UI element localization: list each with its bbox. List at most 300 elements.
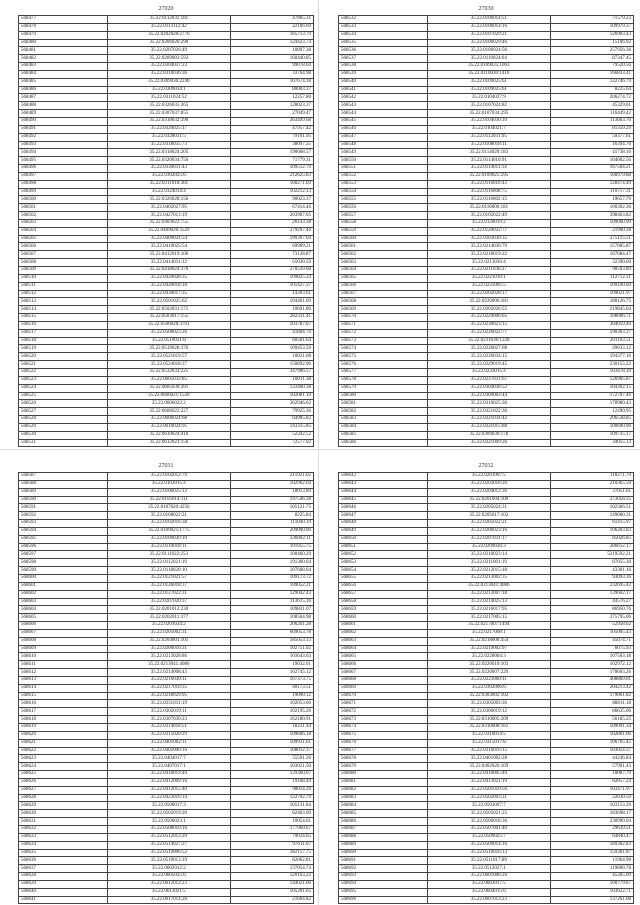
record-id-cell: 568492 xyxy=(19,133,108,141)
cadastral-number-cell: 35.22.0315017:6 xyxy=(427,739,550,747)
cadastral-number-cell: 35.22.0414031:12 xyxy=(107,259,230,267)
record-id-cell: 568496 xyxy=(19,165,108,173)
value-cell: 52958.62 xyxy=(550,622,633,630)
table-row xyxy=(339,102,634,110)
value-cell: 206538.85 xyxy=(550,416,633,424)
value-cell: 16394.76 xyxy=(550,141,633,149)
record-id-cell: 568485 xyxy=(19,78,108,86)
record-id-cell: 568604 xyxy=(19,606,108,614)
record-id-cell: 568637 xyxy=(19,865,108,873)
cadastral-number-cell: 35.22.0116002:15 xyxy=(427,196,550,204)
value-cell: 204213.42 xyxy=(550,684,633,692)
record-id-cell: 568650 xyxy=(339,535,428,543)
record-id-cell: 568498 xyxy=(19,180,108,188)
value-cell: 88811.18 xyxy=(550,700,633,708)
value-cell: 10087.79 xyxy=(550,771,633,779)
cadastral-number-cell: 35.22.0217007:1494 xyxy=(427,622,550,630)
cadastral-number-cell: 35.22.0606024:68 xyxy=(107,416,230,424)
table-row xyxy=(339,653,634,661)
record-id-cell: 568556 xyxy=(339,204,428,212)
value-cell: 12490.95 xyxy=(550,408,633,416)
record-id-cell: 568519 xyxy=(19,345,108,353)
record-id-cell: 568685 xyxy=(339,810,428,818)
record-id-cell: 568662 xyxy=(339,629,428,637)
table-row xyxy=(339,219,634,227)
table-row xyxy=(339,755,634,763)
table-row xyxy=(19,880,314,888)
table-row xyxy=(19,47,314,55)
table-row xyxy=(19,196,314,204)
value-cell: 105201.65 xyxy=(230,888,313,896)
record-id-cell: 568478 xyxy=(19,23,108,31)
record-id-cell: 568544 xyxy=(339,110,428,118)
table-row xyxy=(19,833,314,841)
table-row xyxy=(19,731,314,739)
record-id-cell: 568584 xyxy=(339,423,428,431)
cadastral-number-cell: 35.22.0104030:10 xyxy=(427,117,550,125)
value-cell: 185713.79 xyxy=(230,31,313,39)
record-id-cell: 568487 xyxy=(19,94,108,102)
cadastral-number-cell: 35.22.0220004:3 xyxy=(427,653,550,661)
record-id-cell: 568567 xyxy=(339,290,428,298)
table-row xyxy=(339,188,634,196)
value-cell: 190068.57 xyxy=(230,149,313,157)
value-cell: 182157.75 xyxy=(230,849,313,857)
cadastral-number-cell: 35.22.0510031:8 xyxy=(107,337,230,345)
record-id-cell: 568561 xyxy=(339,243,428,251)
table-row xyxy=(339,70,634,78)
record-id-cell: 568504 xyxy=(19,227,108,235)
cadastral-number-cell: 35.22.0321034:42 xyxy=(427,416,550,424)
record-id-cell: 568643 xyxy=(339,480,428,488)
table-row xyxy=(339,731,634,739)
cadastral-number-cell: 35.22.0402026:169 xyxy=(427,763,550,771)
value-cell: 126905.87 xyxy=(550,376,633,384)
value-cell: 32390.60 xyxy=(550,259,633,267)
value-cell: 336002.11 xyxy=(230,535,313,543)
value-cell: 37051.61 xyxy=(550,488,633,496)
record-id-cell: 568557 xyxy=(339,212,428,220)
page-27030 xyxy=(338,5,634,447)
record-id-cell: 568669 xyxy=(339,684,428,692)
value-cell: 11964.98 xyxy=(550,857,633,865)
value-cell: 166833.41 xyxy=(550,70,633,78)
cadastral-number-cell: 35.22.0110018:11 xyxy=(107,543,230,551)
record-id-cell: 568554 xyxy=(339,188,428,196)
record-id-cell: 568575 xyxy=(339,353,428,361)
cadastral-number-cell: 35.22.0107034:295 xyxy=(427,110,550,118)
cadastral-number-cell: 35.22.0110030:1410 xyxy=(427,70,550,78)
value-cell: 109453.59 xyxy=(230,345,313,353)
record-id-cell: 568627 xyxy=(19,786,108,794)
record-table xyxy=(338,15,634,447)
cadastral-number-cell: 35.22.0116006:181 xyxy=(427,204,550,212)
value-cell: 104302.15 xyxy=(550,384,633,392)
record-id-cell: 568623 xyxy=(19,755,108,763)
record-id-cell: 568603 xyxy=(19,598,108,606)
table-row xyxy=(339,669,634,677)
value-cell: 219845.04 xyxy=(550,306,633,314)
cadastral-number-cell: 35.22.0210023:14 xyxy=(427,551,550,559)
table-row xyxy=(339,504,634,512)
cadastral-number-cell: 35.22.0226006:181 xyxy=(427,298,550,306)
table-row xyxy=(339,23,634,31)
table-row xyxy=(19,473,314,481)
value-cell: 120163.22 xyxy=(230,873,313,881)
value-cell: 149000.31 xyxy=(550,512,633,520)
table-row xyxy=(339,582,634,590)
record-id-cell: 568631 xyxy=(19,818,108,826)
table-row xyxy=(339,535,634,543)
value-cell: 57991.43 xyxy=(550,763,633,771)
record-id-cell: 568625 xyxy=(19,771,108,779)
cadastral-number-cell: 35.22.0307030:23 xyxy=(107,716,230,724)
cadastral-number-cell: 35.22.0207020:37 xyxy=(107,598,230,606)
table-row xyxy=(19,353,314,361)
record-id-cell: 568653 xyxy=(339,559,428,567)
table-row xyxy=(339,243,634,251)
table-row xyxy=(339,172,634,180)
table-row xyxy=(19,180,314,188)
table-row xyxy=(339,724,634,732)
table-row xyxy=(339,598,634,606)
value-cell: 105121.75 xyxy=(230,504,313,512)
cadastral-number-cell: 35.22.0321009:26 xyxy=(427,439,550,447)
record-id-cell: 568538 xyxy=(339,63,428,71)
value-cell: 10897.38 xyxy=(230,47,313,55)
table-row xyxy=(339,716,634,724)
value-cell: 103622.71 xyxy=(550,888,633,896)
record-id-cell: 568508 xyxy=(19,259,108,267)
value-cell: 286612.17 xyxy=(550,543,633,551)
value-cell: 128023.37 xyxy=(230,102,313,110)
cadastral-number-cell: 35.22.0612023:156 xyxy=(107,439,230,447)
table-row xyxy=(339,180,634,188)
cadastral-number-cell: 35.22.0202028:2776 xyxy=(107,31,230,39)
record-id-cell: 568522 xyxy=(19,368,108,376)
value-cell: 159381.87 xyxy=(550,849,633,857)
value-cell: 109173.72 xyxy=(230,574,313,582)
table-row xyxy=(339,739,634,747)
table-row xyxy=(19,896,314,904)
value-cell: 81359.29 xyxy=(550,125,633,133)
table-row xyxy=(19,794,314,802)
record-id-cell: 568691 xyxy=(339,857,428,865)
record-id-cell: 568612 xyxy=(19,669,108,677)
record-id-cell: 568621 xyxy=(19,739,108,747)
cadastral-number-cell: 35.22.0309003:44 xyxy=(427,392,550,400)
table-row xyxy=(19,337,314,345)
table-row xyxy=(339,684,634,692)
table-row xyxy=(339,857,634,865)
table-row xyxy=(19,778,314,786)
value-cell: 103478.39 xyxy=(550,368,633,376)
record-id-cell: 568570 xyxy=(339,314,428,322)
value-cell: 188126.75 xyxy=(550,298,633,306)
record-id-cell: 568611 xyxy=(19,661,108,669)
cadastral-number-cell: 35.22.0519006:52 xyxy=(107,849,230,857)
value-cell: 79034.65 xyxy=(230,833,313,841)
cadastral-number-cell: 35.22.0209026:3 xyxy=(427,543,550,551)
value-cell: 119800.78 xyxy=(550,865,633,873)
table-row xyxy=(19,94,314,102)
value-cell: 109831.07 xyxy=(230,606,313,614)
cadastral-number-cell: 35.22.0304038:52 xyxy=(427,384,550,392)
table-row xyxy=(19,259,314,267)
cadastral-number-cell: 35.22.0216030:11 xyxy=(107,676,230,684)
cadastral-number-cell: 35.22.0412009:16 xyxy=(107,778,230,786)
record-id-cell: 568670 xyxy=(339,692,428,700)
cadastral-number-cell: 35.22.0509025:7 xyxy=(427,833,550,841)
value-cell: 61415.97 xyxy=(550,520,633,528)
cadastral-number-cell: 35.22.0328031:5 xyxy=(107,133,230,141)
value-cell: 103153.29 xyxy=(550,802,633,810)
table-row xyxy=(339,841,634,849)
value-cell: 139602.17 xyxy=(550,590,633,598)
record-id-cell: 568585 xyxy=(339,431,428,439)
record-id-cell: 568535 xyxy=(339,39,428,47)
record-id-cell: 568635 xyxy=(19,849,108,857)
value-cell: 177960.67 xyxy=(230,825,313,833)
value-cell: 103787.67 xyxy=(230,321,313,329)
record-id-cell: 568497 xyxy=(19,172,108,180)
cadastral-number-cell: 35.22.0506023:1 xyxy=(107,818,230,826)
record-id-cell: 568610 xyxy=(19,653,108,661)
record-id-cell: 568483 xyxy=(19,63,108,71)
record-id-cell: 568679 xyxy=(339,763,428,771)
value-cell: 21604.82 xyxy=(230,896,313,904)
value-cell: 104401.69 xyxy=(230,298,313,306)
table-row xyxy=(339,629,634,637)
cadastral-number-cell: 35.22.0219002:97 xyxy=(427,645,550,653)
table-row xyxy=(19,282,314,290)
value-cell: 22030.59 xyxy=(550,794,633,802)
value-cell: 106203.83 xyxy=(550,527,633,535)
cadastral-number-cell: 35.22.0103015:4 xyxy=(107,480,230,488)
cadastral-number-cell: 35.22.0302019:11 xyxy=(107,708,230,716)
cadastral-number-cell: 35.22.0202026:55 xyxy=(427,306,550,314)
cadastral-number-cell: 35.22.0412019:106 xyxy=(107,251,230,259)
cadastral-number-cell: 35.22.0407017:1 xyxy=(107,763,230,771)
record-id-cell: 568638 xyxy=(19,873,108,881)
table-row xyxy=(339,321,634,329)
table-row xyxy=(339,94,634,102)
value-cell: 19657.79 xyxy=(550,196,633,204)
table-row xyxy=(339,423,634,431)
cadastral-number-cell: 35.22.0316016:15 xyxy=(427,747,550,755)
record-table xyxy=(18,15,314,447)
cadastral-number-cell: 35.22.0413021:19 xyxy=(427,778,550,786)
value-cell: 8225.84 xyxy=(230,512,313,520)
record-id-cell: 568566 xyxy=(339,282,428,290)
record-id-cell: 568647 xyxy=(339,512,428,520)
table-row xyxy=(19,724,314,732)
record-id-cell: 568629 xyxy=(19,802,108,810)
table-row xyxy=(19,329,314,337)
value-cell: 65030.59 xyxy=(230,259,313,267)
value-cell: 43301.16 xyxy=(550,567,633,575)
cadastral-number-cell: 35.22.0114020:183 xyxy=(427,149,550,157)
table-row xyxy=(19,219,314,227)
value-cell: 102195.26 xyxy=(230,708,313,716)
cadastral-number-cell: 35.22.0225005:5 xyxy=(427,282,550,290)
table-row xyxy=(19,606,314,614)
record-id-cell: 568560 xyxy=(339,235,428,243)
table-row xyxy=(339,778,634,786)
cadastral-number-cell: 35.22.0233015:4 xyxy=(427,368,550,376)
record-id-cell: 568516 xyxy=(19,321,108,329)
value-cell: 107674.18 xyxy=(230,78,313,86)
value-cell: 6075.93 xyxy=(550,645,633,653)
cadastral-number-cell: 35.22.0109020:10 xyxy=(107,535,230,543)
cadastral-number-cell: 35.22.0105014:111 xyxy=(107,496,230,504)
value-cell: 109000.90 xyxy=(550,219,633,227)
table-row xyxy=(19,267,314,275)
record-id-cell: 568493 xyxy=(19,141,108,149)
table-row xyxy=(339,771,634,779)
record-id-cell: 568574 xyxy=(339,345,428,353)
cadastral-number-cell: 35.22.0409024:54 xyxy=(107,235,230,243)
table-row xyxy=(339,802,634,810)
table-row xyxy=(19,384,314,392)
cadastral-number-cell: 35.22.0306019:12 xyxy=(427,708,550,716)
table-row xyxy=(19,157,314,165)
table-row xyxy=(339,368,634,376)
value-cell: 107373.75 xyxy=(230,676,313,684)
record-id-cell: 568619 xyxy=(19,724,108,732)
value-cell: 362946.62 xyxy=(230,400,313,408)
table-row xyxy=(19,802,314,810)
table-row xyxy=(19,645,314,653)
record-id-cell: 568593 xyxy=(19,520,108,528)
cadastral-number-cell: 35.22.0213041:4086 xyxy=(427,582,550,590)
cadastral-number-cell: 35.22.0102016:38 xyxy=(107,520,230,528)
value-cell: 109512.79 xyxy=(230,165,313,173)
record-id-cell: 568552 xyxy=(339,172,428,180)
record-id-cell: 568657 xyxy=(339,590,428,598)
record-id-cell: 568505 xyxy=(19,235,108,243)
record-id-cell: 568652 xyxy=(339,551,428,559)
record-id-cell: 568524 xyxy=(19,384,108,392)
cadastral-number-cell: 35.22.0212015:18 xyxy=(427,567,550,575)
table-row xyxy=(339,786,634,794)
cadastral-number-cell: 35.22.0307037:855 xyxy=(107,110,230,118)
page-27031 xyxy=(18,462,314,904)
cadastral-number-cell: 35.22.0108022:21 xyxy=(107,512,230,520)
record-id-cell: 568489 xyxy=(19,110,108,118)
cadastral-number-cell: 35.22.0514027:27 xyxy=(107,841,230,849)
value-cell: 55591.26 xyxy=(230,755,313,763)
table-row xyxy=(19,125,314,133)
value-cell: 212625.83 xyxy=(230,172,313,180)
table-row xyxy=(339,614,634,622)
cadastral-number-cell: 35.22.0201034:2 xyxy=(107,622,230,630)
page-27020 xyxy=(18,5,314,447)
page-number: 27032 xyxy=(478,463,494,469)
value-cell: 47865.31 xyxy=(230,16,313,24)
table-row xyxy=(339,290,634,298)
cadastral-number-cell: 35.22.0403022:755 xyxy=(107,219,230,227)
horizontal-page-divider xyxy=(0,449,640,450)
value-cell: 347906.57 xyxy=(230,368,313,376)
table-row xyxy=(19,70,314,78)
table-row xyxy=(339,133,634,141)
record-id-cell: 568518 xyxy=(19,337,108,345)
value-cell: 59377.61 xyxy=(550,133,633,141)
value-cell: 44576.27 xyxy=(550,598,633,606)
cadastral-number-cell: 35.22.0420028:35 xyxy=(107,274,230,282)
table-row xyxy=(19,622,314,630)
cadastral-number-cell: 35.22.0218019:22 xyxy=(427,251,550,259)
record-id-cell: 568614 xyxy=(19,684,108,692)
record-id-cell: 568501 xyxy=(19,204,108,212)
cadastral-number-cell: 35.22.0503007:7 xyxy=(427,802,550,810)
table-row xyxy=(19,676,314,684)
value-cell: 44246.84 xyxy=(550,755,633,763)
value-cell: 162745.12 xyxy=(230,669,313,677)
value-cell: 72577.02 xyxy=(230,439,313,447)
value-cell: 86950.76 xyxy=(550,606,633,614)
record-id-cell: 568633 xyxy=(19,833,108,841)
cadastral-number-cell: 35.22.0226022:77 xyxy=(427,329,550,337)
value-cell: 126903.43 xyxy=(550,31,633,39)
table-row xyxy=(339,551,634,559)
value-cell: 103054.37 xyxy=(550,747,633,755)
cadastral-number-cell: 35.22.0217008:1 xyxy=(427,629,550,637)
table-row xyxy=(339,527,634,535)
record-id-cell: 568667 xyxy=(339,669,428,677)
cadastral-number-cell: 35.22.0310008:161 xyxy=(427,724,550,732)
record-id-cell: 568666 xyxy=(339,661,428,669)
table-row xyxy=(339,543,634,551)
table-row xyxy=(339,314,634,322)
cadastral-number-cell: 35.22.0106014:51 xyxy=(427,16,550,24)
table-row xyxy=(19,653,314,661)
record-id-cell: 568582 xyxy=(339,408,428,416)
cadastral-number-cell: 35.22.0320025:17 xyxy=(107,125,230,133)
value-cell: 15106.92 xyxy=(550,39,633,47)
record-id-cell: 568484 xyxy=(19,70,108,78)
table-row xyxy=(339,512,634,520)
table-row xyxy=(19,31,314,39)
value-cell: 79520.56 xyxy=(550,63,633,71)
record-id-cell: 568675 xyxy=(339,731,428,739)
cadastral-number-cell: 35.22.0207026:49 xyxy=(107,47,230,55)
value-cell: 22106.69 xyxy=(230,23,313,31)
cadastral-number-cell: 35.22.0519013:19 xyxy=(107,857,230,865)
record-id-cell: 568622 xyxy=(19,747,108,755)
cadastral-number-cell: 35.22.0213028:86 xyxy=(107,653,230,661)
record-id-cell: 568686 xyxy=(339,818,428,826)
cadastral-number-cell: 35.22.0524018:37 xyxy=(107,361,230,369)
record-id-cell: 568479 xyxy=(19,31,108,39)
value-cell: 107503.18 xyxy=(550,653,633,661)
record-id-cell: 568672 xyxy=(339,708,428,716)
table-row xyxy=(339,849,634,857)
cadastral-number-cell: 35.22.0204001:101 xyxy=(107,637,230,645)
value-cell: 45305.09 xyxy=(550,873,633,881)
cadastral-number-cell: 35.22.0203018:20 xyxy=(427,480,550,488)
record-id-cell: 568547 xyxy=(339,133,428,141)
cadastral-number-cell: 35.22.0114010:91 xyxy=(427,157,550,165)
record-id-cell: 568596 xyxy=(19,543,108,551)
table-row xyxy=(339,590,634,598)
value-cell: 187608.04 xyxy=(230,567,313,575)
record-id-cell: 568689 xyxy=(339,841,428,849)
record-id-cell: 568645 xyxy=(339,496,428,504)
table-row xyxy=(339,149,634,157)
value-cell: 103021.50 xyxy=(230,763,313,771)
